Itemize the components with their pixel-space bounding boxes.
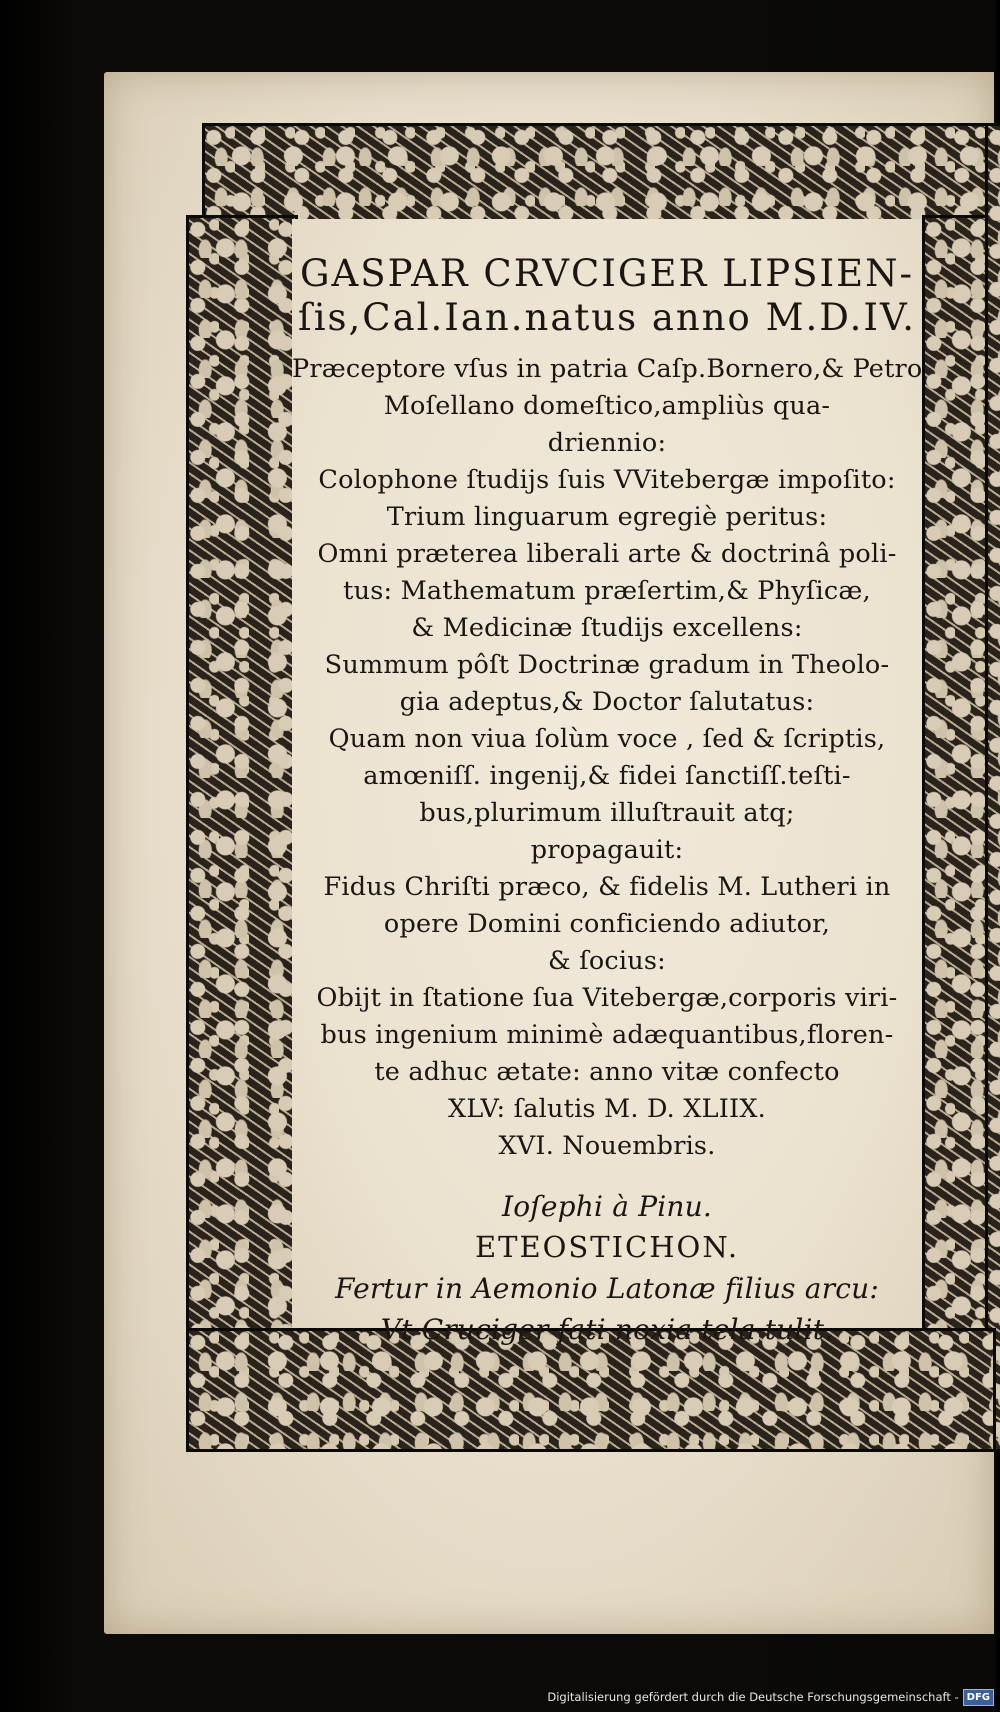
woodcut-border-top (202, 123, 996, 225)
body-line: Fidus Chriſti præco, & fidelis M. Lutheri in (323, 872, 891, 902)
body-line: bus,plurimum illuſtrauit atq; (419, 798, 795, 828)
body-line: tus: Mathematum præſertim,& Phyſicæ, (343, 576, 871, 606)
body-line: XVI. Nouembris. (498, 1131, 716, 1161)
woodcut-border-left (186, 215, 298, 1338)
body-line: Moſellano domeſtico,ampliùs qua- (383, 391, 831, 421)
poem-line-2: Vt Cruciger fati noxia tela tulit. (380, 1313, 834, 1346)
body-line: Præceptore vſus in patria Caſp.Bornero,& Petro (292, 354, 923, 384)
body-line: te adhuc ætate: anno vitæ confecto (374, 1057, 840, 1087)
body-line: propagauit: (530, 835, 684, 865)
woodcut-border-bottom (186, 1328, 996, 1452)
body-line: Colophone ſtudijs ſuis VVitebergæ impoſito: (318, 465, 896, 495)
body-line: amœniſſ. ingenij,& fidei ſanctiſſ.teſti- (363, 761, 851, 791)
poem-heading: ETEOSTICHON. (474, 1230, 740, 1264)
title-line-2: ſis,Cal.Ian.natus anno M.D.IV. (298, 296, 916, 339)
dfg-logo-badge: DFG (963, 1689, 994, 1706)
body-line: & Medicinæ ſtudijs excellens: (411, 613, 803, 643)
digitization-credit (547, 1686, 994, 1708)
body-line: Summum pôſt Doctrinæ gradum in Theolo- (324, 650, 890, 680)
body-line: gia adeptus,& Doctor ſalutatus: (399, 687, 815, 717)
poem-line-1: Fertur in Aemonio Latonæ filius arcu: (334, 1272, 880, 1305)
title-line-1: GASPAR CRVCIGER LIPSIEN- (299, 252, 915, 295)
credit-text: Digitalisierung gefördert durch die Deutsche Forschungsgemeinschaft - (547, 1690, 959, 1704)
body-line: Obijt in ſtatione ſua Vitebergæ,corporis viri- (316, 983, 898, 1013)
woodcut-border-right-edge (985, 123, 1000, 1452)
body-line: XLV: ſalutis M. D. XLIIX. (448, 1094, 766, 1124)
body-line: Omni præterea liberali arte & doctrinâ poli- (317, 539, 897, 569)
body-line: Quam non viua ſolùm voce , ſed & ſcriptis, (328, 724, 886, 754)
body-line: driennio: (547, 428, 667, 458)
body-line: & ſocius: (548, 946, 666, 976)
body-line: opere Domini conficiendo adiutor, (383, 909, 831, 939)
body-line: bus ingenium minimè adæquantibus,floren- (320, 1020, 894, 1050)
author-attribution: Ioſephi à Pinu. (501, 1190, 713, 1223)
body-line: Trium linguarum egregiè peritus: (386, 502, 828, 532)
